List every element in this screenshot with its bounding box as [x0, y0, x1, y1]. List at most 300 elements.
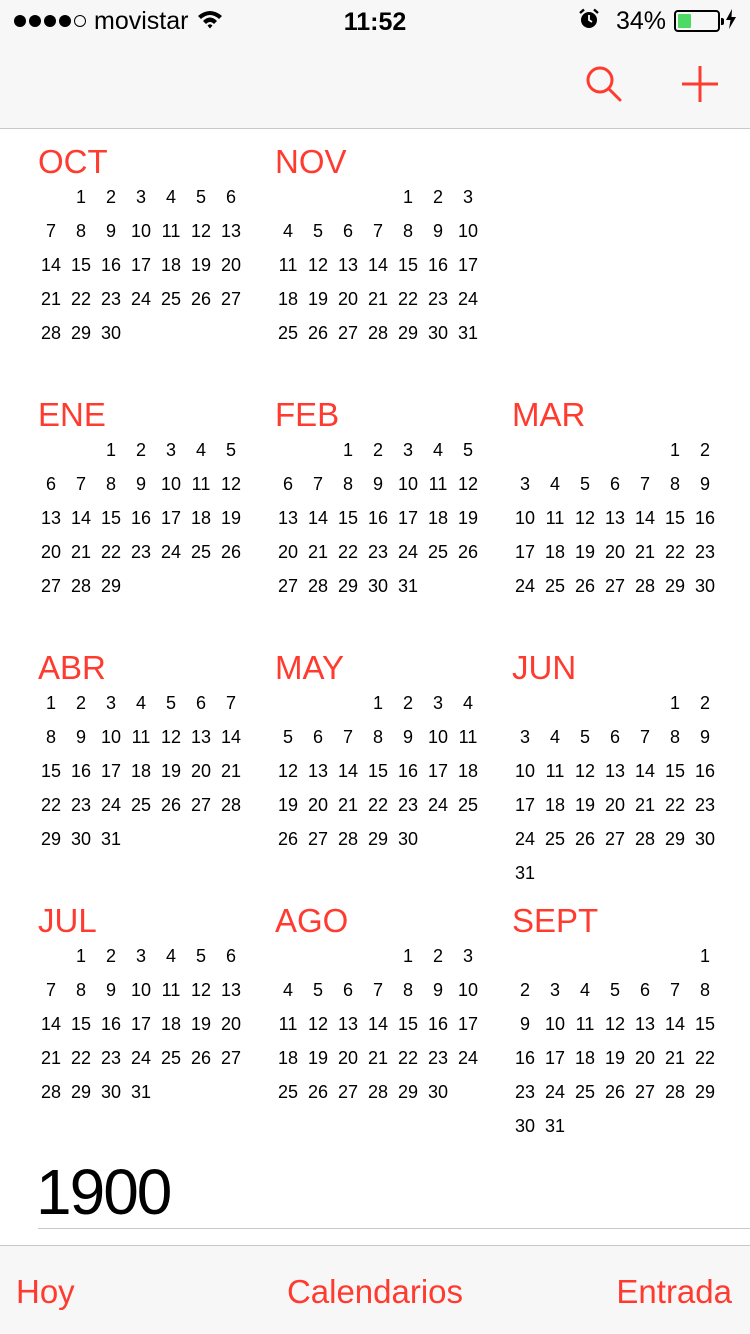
day-number: 2: [372, 440, 383, 460]
day-blank: [540, 686, 570, 720]
day-number: 9: [699, 727, 710, 747]
day-number: 8: [699, 980, 710, 1000]
month-name: ABR: [38, 649, 106, 686]
day-number: 6: [639, 980, 650, 1000]
month-name: AGO: [275, 902, 349, 939]
day-blank: [303, 686, 333, 720]
day-number: 1: [402, 187, 413, 207]
day-number: 10: [514, 508, 536, 528]
day-number: 13: [277, 508, 299, 528]
day-number: 2: [699, 440, 710, 460]
day-number: 5: [165, 693, 176, 713]
day-number: 10: [397, 474, 419, 494]
day-number: 21: [337, 795, 359, 815]
month-ene[interactable]: [36, 389, 251, 639]
tab-bar: [0, 1245, 750, 1334]
day-number: 16: [367, 508, 389, 528]
plus-icon: [680, 64, 720, 104]
day-number: 26: [604, 1082, 626, 1102]
day-number: 27: [220, 289, 242, 309]
day-number: 15: [70, 255, 92, 275]
day-number: 4: [549, 474, 560, 494]
day-number: 29: [694, 1082, 716, 1102]
day-number: 4: [135, 693, 146, 713]
month-day-grid: [36, 433, 246, 603]
day-number: 31: [514, 863, 536, 883]
day-number: 21: [367, 289, 389, 309]
day-number: 22: [40, 795, 62, 815]
day-blank: [570, 433, 600, 467]
day-number: 29: [337, 576, 359, 596]
day-number: 24: [130, 289, 152, 309]
day-number: 20: [277, 542, 299, 562]
day-number: 2: [432, 187, 443, 207]
day-number: 20: [220, 1014, 242, 1034]
day-blank: [36, 433, 66, 467]
day-number: 6: [225, 946, 236, 966]
inbox-button[interactable]: Entrada: [616, 1273, 732, 1310]
day-number: 13: [220, 221, 242, 241]
day-number: 22: [694, 1048, 716, 1068]
day-number: 6: [342, 980, 353, 1000]
day-number: 11: [191, 474, 211, 494]
day-number: 16: [694, 761, 716, 781]
day-number: 25: [277, 1082, 299, 1102]
day-blank: [600, 939, 630, 973]
day-number: 26: [574, 829, 596, 849]
day-number: 24: [544, 1082, 566, 1102]
day-blank: [630, 433, 660, 467]
month-name: FEB: [275, 396, 340, 433]
day-number: 30: [100, 1082, 122, 1102]
day-number: 18: [277, 1048, 299, 1068]
day-number: 1: [402, 946, 413, 966]
day-number: 5: [282, 727, 293, 747]
day-number: 21: [307, 542, 329, 562]
day-number: 24: [457, 289, 479, 309]
day-number: 23: [694, 795, 716, 815]
day-blank: [303, 433, 333, 467]
day-number: 16: [427, 255, 449, 275]
month-feb[interactable]: [273, 389, 488, 639]
day-number: 9: [699, 474, 710, 494]
day-blank: [630, 939, 660, 973]
day-number: 8: [669, 727, 680, 747]
day-number: 20: [220, 255, 242, 275]
day-number: 29: [664, 829, 686, 849]
day-number: 27: [337, 1082, 359, 1102]
day-number: 12: [574, 508, 596, 528]
day-number: 12: [574, 761, 596, 781]
day-blank: [333, 686, 363, 720]
day-number: 9: [519, 1014, 530, 1034]
day-number: 24: [427, 795, 449, 815]
month-may[interactable]: [273, 642, 488, 892]
day-number: 22: [70, 1048, 92, 1068]
day-number: 10: [457, 221, 479, 241]
month-oct[interactable]: [36, 136, 251, 386]
day-number: 29: [70, 1082, 92, 1102]
day-number: 24: [100, 795, 122, 815]
day-number: 26: [307, 1082, 329, 1102]
day-number: 27: [604, 576, 626, 596]
day-number: 16: [427, 1014, 449, 1034]
day-number: 10: [427, 727, 449, 747]
day-number: 16: [70, 761, 92, 781]
day-number: 17: [397, 508, 419, 528]
day-number: 21: [70, 542, 92, 562]
day-number: 1: [372, 693, 383, 713]
day-number: 11: [575, 1014, 595, 1034]
month-sept[interactable]: [510, 895, 725, 1145]
year-view: [0, 130, 750, 1245]
month-name: MAR: [512, 396, 586, 433]
day-number: 9: [432, 221, 443, 241]
day-number: 20: [337, 1048, 359, 1068]
day-number: 11: [278, 255, 298, 275]
day-blank: [510, 939, 540, 973]
day-number: 5: [195, 187, 206, 207]
month-nov[interactable]: [273, 136, 488, 386]
alarm-clock-icon: [578, 8, 600, 35]
day-number: 5: [579, 727, 590, 747]
day-number: 24: [457, 1048, 479, 1068]
day-number: 28: [40, 323, 62, 343]
day-number: 11: [458, 727, 478, 747]
day-number: 1: [75, 946, 86, 966]
day-number: 19: [604, 1048, 626, 1068]
divider: [38, 1228, 750, 1229]
day-number: 15: [40, 761, 62, 781]
day-number: 12: [160, 727, 182, 747]
month-name: OCT: [38, 143, 108, 180]
day-number: 6: [609, 727, 620, 747]
day-number: 27: [307, 829, 329, 849]
month-ago[interactable]: [273, 895, 488, 1145]
day-number: 25: [457, 795, 479, 815]
day-number: 17: [457, 1014, 479, 1034]
day-number: 3: [135, 187, 146, 207]
day-number: 22: [337, 542, 359, 562]
day-number: 23: [100, 289, 122, 309]
month-name: SEPT: [512, 902, 599, 939]
day-number: 31: [544, 1116, 566, 1136]
day-blank: [510, 686, 540, 720]
day-blank: [333, 939, 363, 973]
day-number: 22: [664, 542, 686, 562]
day-number: 25: [160, 1048, 182, 1068]
day-number: 19: [160, 761, 182, 781]
day-number: 2: [105, 187, 116, 207]
day-blank: [660, 939, 690, 973]
day-number: 14: [70, 508, 92, 528]
day-number: 8: [372, 727, 383, 747]
day-number: 3: [432, 693, 443, 713]
day-number: 9: [432, 980, 443, 1000]
day-number: 30: [427, 1082, 449, 1102]
day-number: 12: [190, 980, 212, 1000]
day-number: 10: [130, 980, 152, 1000]
day-number: 13: [634, 1014, 656, 1034]
day-number: 3: [519, 727, 530, 747]
day-number: 23: [514, 1082, 536, 1102]
day-number: 14: [307, 508, 329, 528]
day-blank: [630, 686, 660, 720]
day-number: 17: [544, 1048, 566, 1068]
day-number: 3: [135, 946, 146, 966]
day-number: 18: [190, 508, 212, 528]
day-number: 21: [634, 542, 656, 562]
day-number: 26: [574, 576, 596, 596]
day-blank: [36, 939, 66, 973]
day-number: 16: [694, 508, 716, 528]
status-time: 11:52: [343, 8, 407, 36]
day-number: 30: [694, 829, 716, 849]
day-number: 11: [428, 474, 448, 494]
day-number: 24: [514, 829, 536, 849]
day-number: 20: [604, 795, 626, 815]
day-number: 16: [100, 1014, 122, 1034]
day-number: 25: [277, 323, 299, 343]
month-day-grid: [36, 180, 246, 350]
day-number: 17: [130, 255, 152, 275]
day-number: 25: [574, 1082, 596, 1102]
day-number: 11: [161, 221, 181, 241]
day-number: 28: [367, 1082, 389, 1102]
day-number: 18: [427, 508, 449, 528]
day-blank: [273, 180, 303, 214]
month-day-grid: [510, 686, 720, 890]
day-number: 18: [574, 1048, 596, 1068]
day-blank: [273, 686, 303, 720]
month-name: JUL: [38, 902, 97, 939]
day-number: 15: [397, 1014, 419, 1034]
day-number: 24: [160, 542, 182, 562]
day-number: 30: [367, 576, 389, 596]
day-number: 9: [75, 727, 86, 747]
day-blank: [363, 180, 393, 214]
day-number: 4: [462, 693, 473, 713]
day-number: 1: [342, 440, 353, 460]
day-number: 28: [220, 795, 242, 815]
day-number: 13: [190, 727, 212, 747]
month-jul[interactable]: [36, 895, 251, 1145]
day-number: 8: [402, 980, 413, 1000]
day-number: 3: [549, 980, 560, 1000]
day-blank: [540, 939, 570, 973]
day-number: 16: [397, 761, 419, 781]
month-abr[interactable]: [36, 642, 251, 892]
day-number: 15: [664, 761, 686, 781]
day-number: 31: [130, 1082, 152, 1102]
year-label[interactable]: 1900: [36, 1156, 171, 1228]
day-number: 22: [664, 795, 686, 815]
day-number: 28: [634, 576, 656, 596]
day-number: 7: [342, 727, 353, 747]
month-name: ENE: [38, 396, 106, 433]
day-number: 29: [100, 576, 122, 596]
month-day-grid: [273, 686, 483, 856]
day-number: 19: [190, 255, 212, 275]
day-number: 10: [514, 761, 536, 781]
day-number: 17: [130, 1014, 152, 1034]
day-number: 15: [694, 1014, 716, 1034]
day-number: 19: [277, 795, 299, 815]
day-blank: [36, 180, 66, 214]
day-blank: [540, 433, 570, 467]
day-number: 18: [277, 289, 299, 309]
day-number: 14: [367, 1014, 389, 1034]
month-day-grid: [36, 939, 246, 1109]
day-blank: [303, 939, 333, 973]
day-number: 15: [664, 508, 686, 528]
day-number: 27: [634, 1082, 656, 1102]
day-number: 7: [75, 474, 86, 494]
day-number: 16: [130, 508, 152, 528]
day-number: 30: [100, 323, 122, 343]
day-number: 26: [160, 795, 182, 815]
day-number: 18: [160, 255, 182, 275]
month-day-grid: [273, 433, 483, 603]
add-event-button[interactable]: [678, 62, 722, 106]
day-number: 2: [699, 693, 710, 713]
day-number: 17: [100, 761, 122, 781]
day-number: 17: [427, 761, 449, 781]
day-number: 30: [514, 1116, 536, 1136]
day-number: 3: [519, 474, 530, 494]
day-number: 17: [457, 255, 479, 275]
day-number: 23: [397, 795, 419, 815]
day-number: 29: [397, 1082, 419, 1102]
day-number: 31: [457, 323, 479, 343]
calendars-button[interactable]: Calendarios: [286, 1273, 464, 1310]
month-jun[interactable]: [510, 642, 725, 892]
day-number: 14: [40, 1014, 62, 1034]
day-number: 15: [397, 255, 419, 275]
day-number: 12: [277, 761, 299, 781]
battery-icon: [674, 10, 720, 32]
day-number: 6: [225, 187, 236, 207]
day-number: 12: [307, 255, 329, 275]
status-bar: [0, 0, 750, 40]
day-number: 29: [70, 323, 92, 343]
day-number: 2: [75, 693, 86, 713]
day-number: 30: [397, 829, 419, 849]
day-number: 6: [282, 474, 293, 494]
day-number: 25: [160, 289, 182, 309]
day-number: 31: [397, 576, 419, 596]
day-number: 31: [100, 829, 122, 849]
day-number: 25: [130, 795, 152, 815]
day-number: 27: [40, 576, 62, 596]
day-number: 19: [574, 542, 596, 562]
month-day-grid: [510, 433, 720, 603]
day-number: 17: [514, 795, 536, 815]
day-number: 13: [220, 980, 242, 1000]
today-button[interactable]: Hoy: [16, 1273, 75, 1310]
month-mar[interactable]: [510, 389, 725, 639]
day-number: 15: [337, 508, 359, 528]
day-number: 3: [462, 946, 473, 966]
day-number: 10: [457, 980, 479, 1000]
day-number: 4: [195, 440, 206, 460]
day-number: 14: [40, 255, 62, 275]
day-number: 17: [160, 508, 182, 528]
day-number: 11: [131, 727, 151, 747]
day-number: 2: [519, 980, 530, 1000]
day-number: 4: [549, 727, 560, 747]
day-number: 29: [40, 829, 62, 849]
day-number: 10: [544, 1014, 566, 1034]
day-number: 8: [75, 221, 86, 241]
day-number: 1: [699, 946, 710, 966]
day-number: 5: [609, 980, 620, 1000]
day-number: 22: [100, 542, 122, 562]
day-number: 30: [427, 323, 449, 343]
day-number: 30: [70, 829, 92, 849]
day-number: 26: [190, 289, 212, 309]
day-blank: [570, 686, 600, 720]
day-number: 29: [367, 829, 389, 849]
day-number: 8: [402, 221, 413, 241]
day-number: 18: [457, 761, 479, 781]
day-number: 24: [397, 542, 419, 562]
day-blank: [303, 180, 333, 214]
day-number: 23: [130, 542, 152, 562]
day-number: 20: [190, 761, 212, 781]
day-number: 24: [514, 576, 536, 596]
day-number: 5: [312, 980, 323, 1000]
day-number: 22: [397, 289, 419, 309]
day-number: 7: [312, 474, 323, 494]
month-day-grid: [273, 180, 483, 350]
nav-bar: [0, 40, 750, 129]
day-blank: [600, 686, 630, 720]
day-number: 28: [40, 1082, 62, 1102]
day-number: 2: [135, 440, 146, 460]
day-number: 21: [664, 1048, 686, 1068]
day-number: 5: [195, 946, 206, 966]
day-number: 7: [45, 221, 56, 241]
day-number: 28: [70, 576, 92, 596]
day-number: 14: [634, 761, 656, 781]
day-number: 6: [609, 474, 620, 494]
day-number: 10: [130, 221, 152, 241]
day-number: 27: [190, 795, 212, 815]
day-number: 25: [544, 829, 566, 849]
day-number: 8: [45, 727, 56, 747]
day-number: 15: [100, 508, 122, 528]
day-number: 19: [190, 1014, 212, 1034]
day-number: 8: [342, 474, 353, 494]
day-blank: [333, 180, 363, 214]
search-button[interactable]: [582, 62, 626, 106]
day-number: 11: [545, 508, 565, 528]
day-number: 28: [337, 829, 359, 849]
day-number: 24: [130, 1048, 152, 1068]
day-number: 25: [190, 542, 212, 562]
day-number: 26: [220, 542, 242, 562]
battery-percent: 34%: [615, 6, 666, 35]
day-number: 17: [514, 542, 536, 562]
day-number: 5: [579, 474, 590, 494]
day-number: 20: [307, 795, 329, 815]
day-number: 14: [664, 1014, 686, 1034]
day-number: 26: [190, 1048, 212, 1068]
day-number: 13: [337, 255, 359, 275]
day-number: 28: [664, 1082, 686, 1102]
day-number: 21: [367, 1048, 389, 1068]
